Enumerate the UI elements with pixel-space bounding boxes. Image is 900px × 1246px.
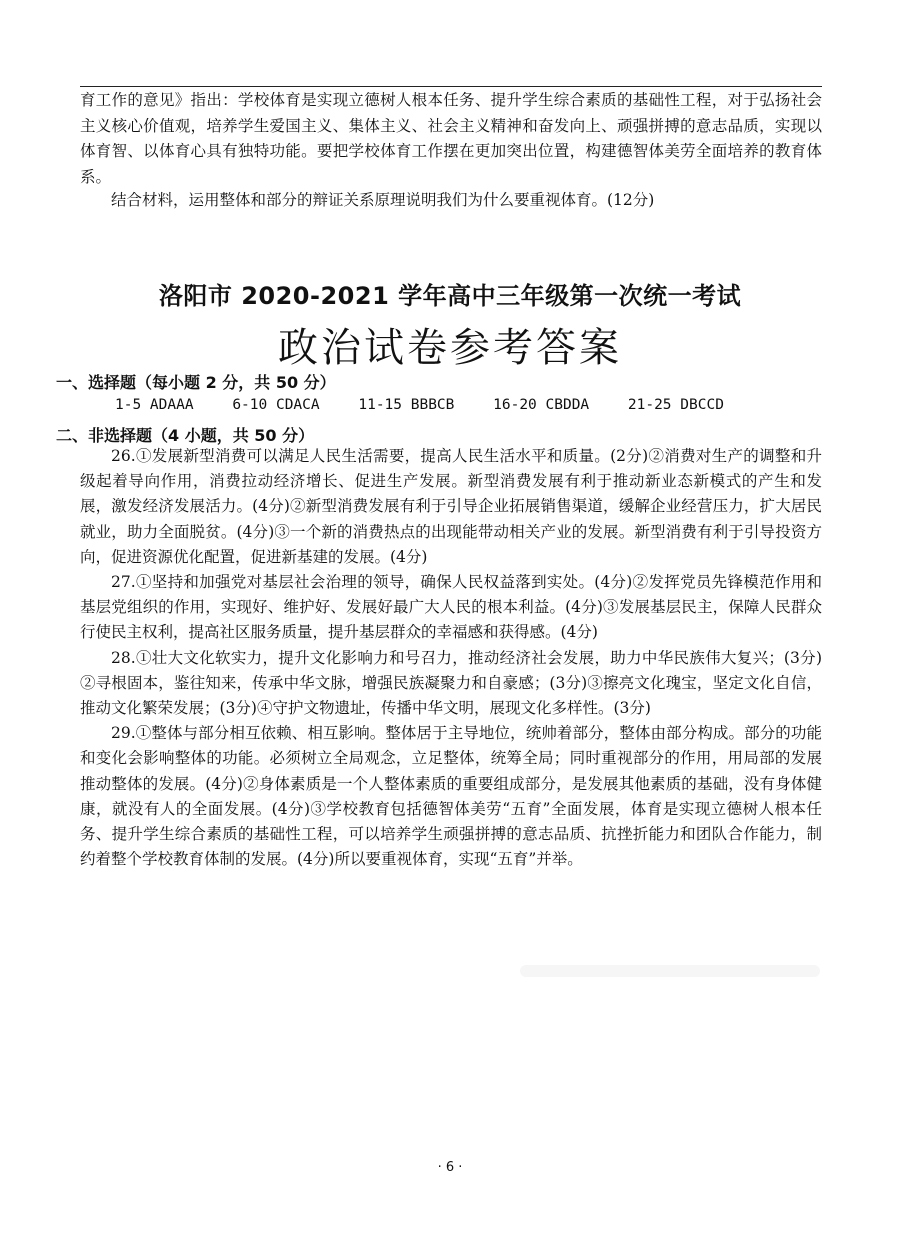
choice-answers [115, 397, 754, 413]
exam-title: 洛阳市 2020-2021 学年高中三年级第一次统一考试 [158, 282, 742, 310]
answer-group: 6-10 CDACA [232, 397, 320, 413]
answer-group: 11-15 BBBCB [358, 397, 455, 413]
page-number: · 6 · [437, 1160, 463, 1175]
answer-group: 21-25 DBCCD [627, 397, 724, 413]
answer-28: 28.①壮大文化软实力，提升文化影响力和号召力，推动经济社会发展，助力中华民族伟大复兴；(3分)②寻根固本，鉴往知来，传承中华文脉，增强民族凝聚力和自豪感；(3分)③擦亮文化瑰宝，坚定文化自信，推动文化繁荣发展；(3分)④守护文物遗址，传播中华文明，展现文化多样性。(3分) [80, 648, 822, 718]
section-2-heading: 二、非选择题（4 小题，共 50 分） [56, 426, 315, 445]
section-1-heading: 一、选择题（每小题 2 分，共 50 分） [56, 373, 336, 392]
material-quote: 育工作的意见》指出：学校体育是实现立德树人根本任务、提升学生综合素质的基础性工程，对于弘扬社会主义核心价值观，培养学生爱国主义、集体主义、社会主义精神和奋发向上、顽强拼搏的意志品质，实现以体育智、以体育心具有独特功能。要把学校体育工作摆在更加突出位置，构建德智体美劳全面培养的教育体系。 [80, 91, 822, 186]
scan-smudge [520, 965, 820, 977]
question-prompt: 结合材料，运用整体和部分的辩证关系原理说明我们为什么要重视体育。(12分) [111, 191, 655, 209]
answer-26: 26.①发展新型消费可以满足人民生活需要，提高人民生活水平和质量。(2分)②消费对生产的调整和升级起着导向作用，消费拉动经济增长、促进生产发展。新型消费发展有利于推动新业态新模式的产生和发展，激发经济发展活力。(4分)②新型消费发展有利于引导企业拓展销售渠道，缓解企业经营压力，扩大居民就业，助力全面脱贫。(4分)③一个新的消费热点的出现能带动相关产业的发展。新型消费有利于引导投资方向，促进资源优化配置，促进新基建的发展。(4分) [80, 447, 822, 566]
answer-group: 1-5 ADAAA [115, 397, 194, 413]
essay-answers [80, 444, 822, 872]
answer-27: 27.①坚持和加强党对基层社会治理的领导，确保人民权益落到实处。(4分)②发挥党员先锋模范作用和基层党组织的作用，实现好、维护好、发展好最广大人民的根本利益。(4分)③发展基层民主，保障人民群众行使民主权利，提高社区服务质量，提升基层群众的幸福感和获得感。(4分) [80, 573, 822, 642]
answer-group: 16-20 CBDDA [493, 397, 590, 413]
main-title: 政治试卷参考答案 [278, 325, 622, 371]
answer-29: 29.①整体与部分相互依赖、相互影响。整体居于主导地位，统帅着部分，整体由部分构成。部分的功能和变化会影响整体的功能。必须树立全局观念，立足整体，统筹全局；同时重视部分的作用，用局部的发展推动整体的发展。(4分)②身体素质是一个人整体素质的重要组成部分，是发展其他素质的基础，没有身体健康，就没有人的全面发展。(4分)③学校教育包括德智体美劳“五育”全面发展，体育是实现立德树人根本任务、提升学生综合素质的基础性工程，可以培养学生顽强拼搏的意志品质、抗挫折能力和团队合作能力，制约着整个学校教育体制的发展。(4分)所以要重视体育，实现“五育”并举。 [80, 724, 822, 869]
top-rule [80, 86, 822, 87]
